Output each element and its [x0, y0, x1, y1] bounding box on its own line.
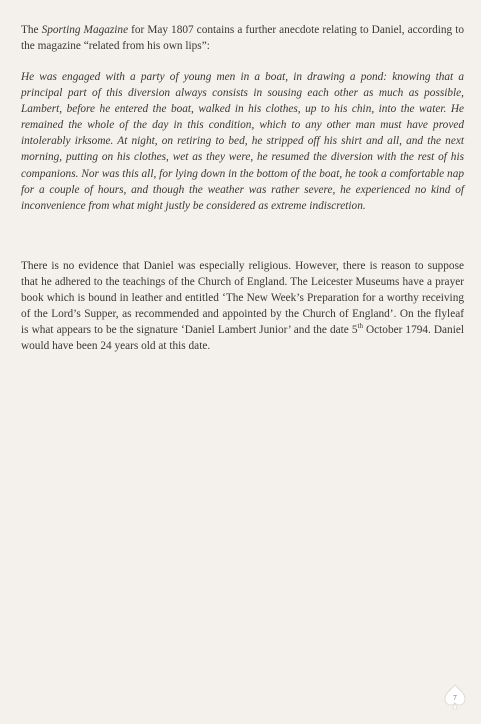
quote-text: He was engaged with a party of young men in a boat, in drawing a pond: knowing that a principal part of this diversion always consists in sousing each other as much as possible, Lambert, before he entered the boat, walked in his clothes, up to his chin, into the water. He remained the whole of the day in this condition, which to any other man must have proved intolerably irksome. At night, on retiring to bed, he stripped off his shirt and all, and the next morning, putting on his clothes, wet as they were, he resumed the diversion with the rest of his companions. Nor was this all, for lying down in the bottom of the boat, he took a comfortable nap for a couple of hours, and though the weather was rather severe, he experienced no kind of inconvenience from what might justly be considered as extreme indiscretion. [21, 71, 464, 212]
intro-text-start: The [21, 24, 42, 36]
quoted-anecdote [21, 69, 464, 214]
intro-paragraph [21, 22, 464, 54]
date-superscript: th [357, 322, 363, 331]
religion-paragraph [21, 258, 464, 355]
intro-text-end: for May 1807 contains a further anecdote relating to Daniel, according to the magazine “related from his own lips”: [21, 24, 464, 53]
page-number-emblem [441, 683, 469, 711]
religion-text-start: There is no evidence that Daniel was especially religious. However, there is reason to suppose that he adhered to the teachings of the Church of England. The Leicester Museums have a prayer book which is bound in leather and entitled ‘The New Week’s Preparation for a worthy receiving of the Lord’s Supper, as recommended and appointed by the Church of England’. On the flyleaf is what appears to be the signature ‘Daniel Lambert Junior’ and the date 5 [21, 260, 464, 337]
page-number: 7 [453, 694, 457, 702]
magazine-title: Sporting Magazine [41, 24, 129, 36]
religion-text-end: October 1794. Daniel would have been 24 years old at this date. [21, 324, 464, 353]
